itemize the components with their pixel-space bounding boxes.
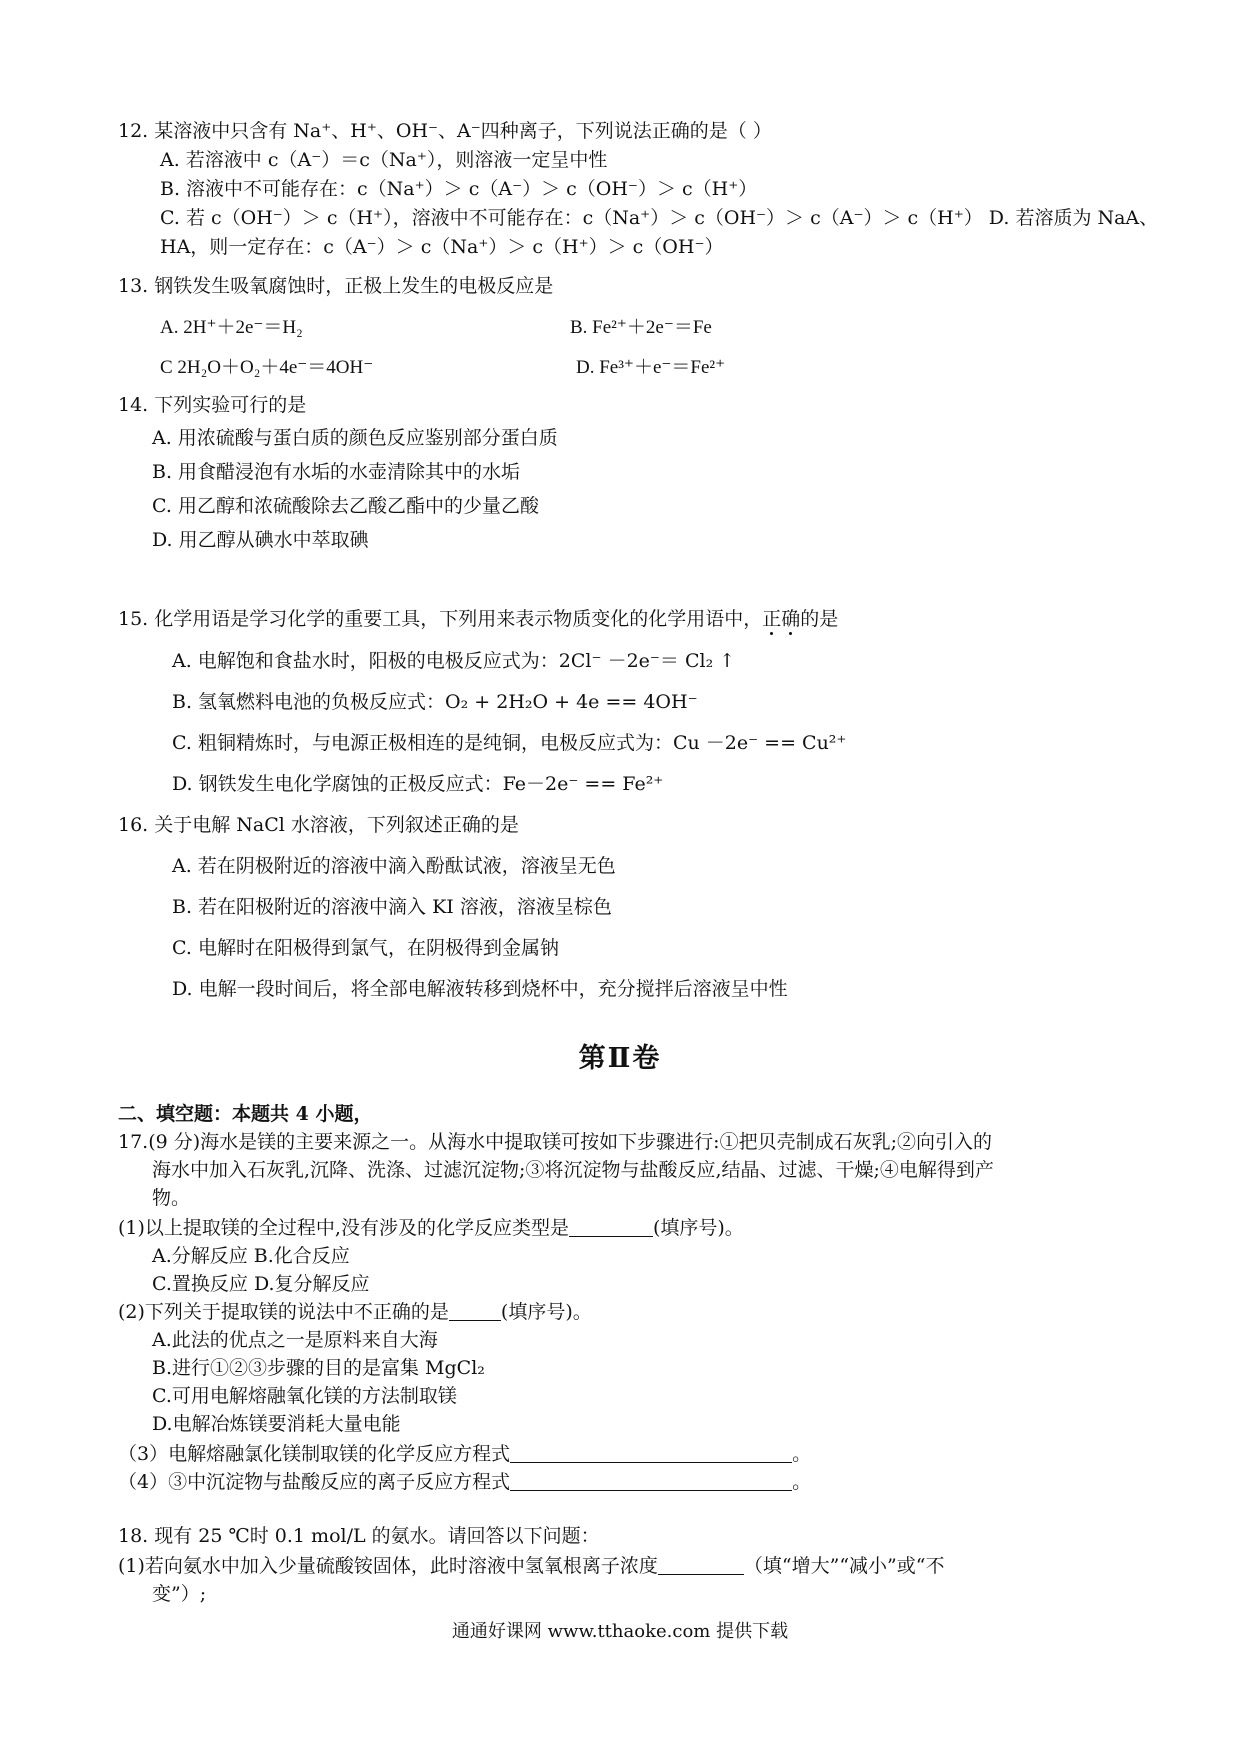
q17-sub4-tail: 。 bbox=[792, 1471, 812, 1493]
q18-sub1-tail: （填“增大”“减小”或“不 bbox=[743, 1555, 945, 1577]
q17-sub2 bbox=[118, 1298, 592, 1326]
q16-option-d: D. 电解一段时间后，将全部电解液转移到烧杯中，充分搅拌后溶液呈中性 bbox=[172, 978, 788, 1000]
q12-option-c-d: C. 若 c（OH⁻）＞ c（H⁺），溶液中不可能存在：c（Na⁺）＞ c（OH⁻）＞ c（A⁻）＞ c（H⁺） D. 若溶质为 NaA、 bbox=[160, 207, 1159, 229]
q17-stem-line3: 物。 bbox=[152, 1187, 191, 1209]
q15-option-b: B. 氢氧燃料电池的负极反应式：O₂ + 2H₂O + 4e == 4OH⁻ bbox=[172, 691, 698, 713]
q17-stem-line1: 17.(9 分)海水是镁的主要来源之一。从海水中提取镁可按如下步骤进行:①把贝壳制成石灰乳;②向引入的 bbox=[118, 1131, 992, 1153]
part2-heading: 二、填空题：本题共 4 小题， bbox=[118, 1103, 373, 1125]
q17-sub3-text: （3）电解熔融氯化镁制取镁的化学反应方程式 bbox=[118, 1443, 511, 1465]
q17-sub4 bbox=[118, 1468, 811, 1496]
q17-sub4-text: （4）③中沉淀物与盐酸反应的离子反应方程式 bbox=[118, 1471, 511, 1493]
q12-option-b: B. 溶液中不可能存在：c（Na⁺）＞ c（A⁻）＞ c（OH⁻）＞ c（H⁺） bbox=[160, 178, 758, 200]
q17-sub2-tail: (填序号)。 bbox=[500, 1301, 592, 1323]
q14-stem: 14. 下列实验可行的是 bbox=[118, 394, 307, 416]
q14-option-a: A. 用浓硫酸与蛋白质的颜色反应鉴别部分蛋白质 bbox=[152, 427, 558, 449]
q17-sub1-options-cd: C.置换反应 D.复分解反应 bbox=[152, 1273, 370, 1295]
page-footer: 通通好课网 www.tthaoke.com 提供下载 bbox=[451, 1621, 789, 1642]
q13-stem: 13. 钢铁发生吸氧腐蚀时，正极上发生的电极反应是 bbox=[118, 275, 554, 297]
q13-option-c: C 2H₂O＋O₂＋4e⁻＝4OH⁻ bbox=[160, 357, 374, 378]
q17-sub1 bbox=[118, 1214, 744, 1242]
q15-stem bbox=[118, 605, 838, 633]
q18-sub1-text: (1)若向氨水中加入少量硫酸铵固体，此时溶液中氢氧根离子浓度 bbox=[118, 1555, 658, 1577]
q12-option-d-cont: HA，则一定存在：c（A⁻）＞ c（Na⁺）＞ c（H⁺）＞ c（OH⁻） bbox=[160, 236, 724, 258]
q17-sub2-blank[interactable] bbox=[449, 1300, 501, 1321]
q17-sub2-text: (2)下列关于提取镁的说法中不正确的是 bbox=[118, 1301, 449, 1323]
q15-option-c: C. 粗铜精炼时，与电源正极相连的是纯铜，电极反应式为：Cu －2e⁻ == Cu²⁺ bbox=[172, 732, 847, 754]
q18-sub1 bbox=[118, 1552, 945, 1580]
q15-emphasis-2: 确 bbox=[781, 608, 801, 630]
q17-sub2-option-b: B.进行①②③步骤的目的是富集 MgCl₂ bbox=[152, 1357, 485, 1379]
section-title: 第Ⅱ卷 bbox=[578, 1043, 662, 1074]
q13-option-a: A. 2H⁺＋2e⁻＝H₂ bbox=[160, 317, 303, 338]
q15-option-a: A. 电解饱和食盐水时，阳极的电极反应式为：2Cl⁻ －2e⁻＝ Cl₂ ↑ bbox=[172, 650, 736, 672]
q15-emphasis-1: 正 bbox=[762, 608, 782, 630]
q13-option-d: D. Fe³⁺＋e⁻＝Fe²⁺ bbox=[576, 357, 726, 378]
q15-stem-text: 15. 化学用语是学习化学的重要工具，下列用来表示物质变化的化学用语中， bbox=[118, 608, 763, 630]
q17-sub1-tail: (填序号)。 bbox=[652, 1217, 744, 1239]
q14-option-d: D. 用乙醇从碘水中萃取碘 bbox=[152, 529, 369, 551]
q15-stem-end: 的是 bbox=[800, 608, 839, 630]
q14-option-b: B. 用食醋浸泡有水垢的水壶清除其中的水垢 bbox=[152, 461, 521, 483]
q16-option-c: C. 电解时在阳极得到氯气，在阴极得到金属钠 bbox=[172, 937, 559, 959]
q17-sub1-text: (1)以上提取镁的全过程中,没有涉及的化学反应类型是 bbox=[118, 1217, 569, 1239]
q15-option-d: D. 钢铁发生电化学腐蚀的正极反应式：Fe－2e⁻ == Fe²⁺ bbox=[172, 773, 664, 795]
q16-stem: 16. 关于电解 NaCl 水溶液，下列叙述正确的是 bbox=[118, 814, 519, 836]
q17-sub2-option-c: C.可用电解熔融氧化镁的方法制取镁 bbox=[152, 1385, 457, 1407]
q18-sub1-blank[interactable] bbox=[658, 1554, 744, 1575]
q17-sub2-option-a: A.此法的优点之一是原料来自大海 bbox=[152, 1329, 438, 1351]
q16-option-b: B. 若在阳极附近的溶液中滴入 KI 溶液，溶液呈棕色 bbox=[172, 896, 612, 918]
q17-sub2-option-d: D.电解冶炼镁要消耗大量电能 bbox=[152, 1413, 401, 1435]
q13-option-b: B. Fe²⁺＋2e⁻＝Fe bbox=[570, 317, 712, 338]
q18-sub1-cont: 变”）; bbox=[152, 1583, 207, 1605]
q17-sub1-options-ab: A.分解反应 B.化合反应 bbox=[152, 1245, 350, 1267]
q12-stem: 12. 某溶液中只含有 Na⁺、H⁺、OH⁻、A⁻四种离子，下列说法正确的是（ ） bbox=[118, 120, 772, 142]
q16-option-a: A. 若在阴极附近的溶液中滴入酚酞试液，溶液呈无色 bbox=[172, 855, 616, 877]
q17-sub4-blank[interactable] bbox=[510, 1470, 792, 1491]
q17-sub3 bbox=[118, 1440, 811, 1468]
q12-option-a: A. 若溶液中 c（A⁻）＝c（Na⁺），则溶液一定呈中性 bbox=[160, 149, 608, 171]
q17-sub1-blank[interactable] bbox=[569, 1216, 653, 1237]
q17-sub3-blank[interactable] bbox=[510, 1442, 792, 1463]
q17-sub3-tail: 。 bbox=[792, 1443, 812, 1465]
q14-option-c: C. 用乙醇和浓硫酸除去乙酸乙酯中的少量乙酸 bbox=[152, 495, 539, 517]
q18-stem: 18. 现有 25 ℃时 0.1 mol/L 的氨水。请回答以下问题： bbox=[118, 1525, 600, 1547]
q17-stem-line2: 海水中加入石灰乳,沉降、洗涤、过滤沉淀物;③将沉淀物与盐酸反应,结晶、过滤、干燥;④电解得到产 bbox=[152, 1159, 994, 1181]
